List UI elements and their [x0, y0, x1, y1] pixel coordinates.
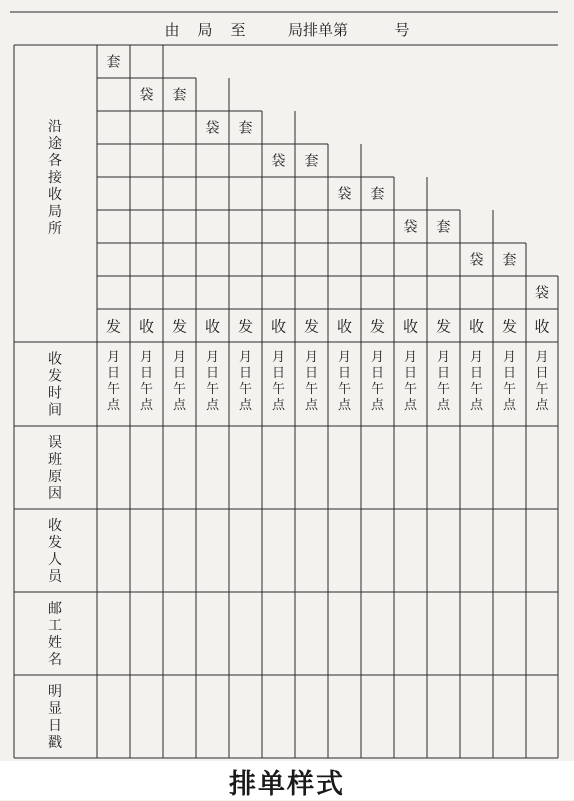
- time-unit: 午: [106, 382, 121, 397]
- label-handling-staff: [48, 517, 63, 585]
- time-unit: 午: [502, 382, 517, 397]
- receive-label: 收: [138, 317, 155, 336]
- time-unit: 日: [205, 366, 220, 381]
- header-number-suffix: 号: [394, 21, 410, 39]
- header-office-label: 局: [197, 21, 213, 39]
- label-char: 收: [48, 351, 62, 368]
- time-unit: 点: [205, 398, 220, 413]
- time-cell: [140, 350, 154, 413]
- receive-label: 收: [534, 317, 550, 336]
- label-char: 邮: [48, 601, 62, 617]
- bag-label: 袋: [271, 153, 286, 170]
- time-unit: 月: [304, 350, 319, 365]
- time-unit: 月: [370, 350, 385, 365]
- time-unit: 午: [403, 382, 418, 397]
- time-unit: 日: [304, 366, 319, 381]
- label-char: 沿: [48, 119, 62, 135]
- time-cell: [338, 350, 352, 413]
- label-char: 所: [48, 221, 62, 237]
- label-char: 各: [48, 153, 62, 169]
- label-char: 班: [48, 452, 62, 468]
- label-date-stamp: [48, 684, 62, 751]
- time-unit: 月: [436, 350, 451, 365]
- bag-label: 袋: [337, 186, 352, 203]
- label-char: 工: [48, 618, 62, 634]
- form-header: [164, 21, 409, 39]
- bag-label: 袋: [469, 252, 484, 269]
- label-char: 时: [48, 385, 62, 402]
- label-char: 接: [48, 170, 62, 186]
- time-unit: 午: [469, 382, 484, 397]
- time-cell: [470, 350, 484, 413]
- time-cell: [107, 350, 121, 413]
- dispatch-label: 发: [303, 317, 320, 336]
- label-send-receive-time: [48, 351, 62, 419]
- time-cell: [535, 350, 549, 413]
- dispatch-label: 发: [369, 317, 386, 336]
- set-label: 套: [106, 54, 121, 71]
- time-unit: 点: [403, 398, 418, 413]
- set-label: 套: [502, 252, 517, 269]
- time-unit: 点: [238, 398, 253, 413]
- set-label: 套: [370, 186, 385, 203]
- label-char: 间: [48, 402, 62, 419]
- header-to-label: 至: [230, 21, 246, 39]
- label-char: 显: [48, 701, 62, 717]
- time-unit: 日: [139, 366, 154, 381]
- set-label: 套: [304, 153, 319, 170]
- time-unit: 日: [238, 366, 253, 381]
- time-cell: [272, 350, 286, 413]
- time-unit: 日: [403, 366, 418, 381]
- time-cell: [206, 350, 220, 413]
- dispatch-label: 发: [105, 317, 122, 336]
- time-unit: 月: [337, 350, 352, 365]
- time-unit: 月: [238, 350, 253, 365]
- label-char: 人: [48, 552, 62, 568]
- time-unit: 月: [535, 350, 549, 365]
- time-unit: 午: [271, 382, 286, 397]
- label-char: 名: [48, 652, 62, 668]
- label-char: 姓: [48, 635, 62, 651]
- time-unit: 日: [535, 366, 549, 381]
- time-cell: [173, 350, 187, 413]
- time-unit: 月: [271, 350, 286, 365]
- label-char: 局: [48, 204, 62, 220]
- label-char: 发: [48, 535, 62, 551]
- label-char: 发: [48, 368, 62, 385]
- label-char: 明: [48, 684, 62, 700]
- time-unit: 午: [337, 382, 352, 397]
- set-label: 套: [436, 219, 451, 236]
- time-unit: 午: [370, 382, 385, 397]
- label-receiving-offices: [48, 119, 63, 237]
- time-unit: 午: [172, 382, 187, 397]
- dispatch-label: 发: [237, 317, 254, 336]
- dispatch-label: 发: [171, 317, 188, 336]
- dispatch-label: 发: [501, 317, 518, 336]
- form-caption: 排单样式: [229, 769, 345, 800]
- bag-label: 袋: [403, 219, 418, 236]
- time-unit: 午: [535, 382, 549, 397]
- time-cell: [437, 350, 451, 413]
- time-unit: 点: [139, 398, 154, 413]
- label-char: 收: [48, 187, 62, 203]
- label-char: 途: [48, 136, 62, 152]
- time-unit: 日: [337, 366, 352, 381]
- time-unit: 月: [172, 350, 187, 365]
- label-char: 因: [48, 486, 62, 502]
- time-unit: 点: [535, 398, 549, 413]
- time-unit: 月: [469, 350, 484, 365]
- time-unit: 日: [469, 366, 484, 381]
- receive-label: 收: [336, 317, 353, 336]
- time-unit: 午: [436, 382, 451, 397]
- label-char: 原: [48, 469, 62, 485]
- label-char: 日: [48, 718, 62, 734]
- time-unit: 月: [502, 350, 517, 365]
- time-unit: 日: [271, 366, 286, 381]
- time-unit: 月: [106, 350, 121, 365]
- time-unit: 点: [337, 398, 352, 413]
- receive-label: 收: [270, 317, 287, 336]
- time-unit: 日: [106, 366, 121, 381]
- time-unit: 点: [304, 398, 319, 413]
- label-char: 误: [48, 435, 62, 451]
- header-sheet-number-label: 局排单第: [287, 21, 349, 39]
- time-unit: 月: [205, 350, 220, 365]
- label-char: 员: [48, 569, 62, 585]
- receive-label: 收: [468, 317, 485, 336]
- header-from-label: 由: [164, 21, 180, 39]
- time-unit: 点: [436, 398, 451, 413]
- receive-label: 收: [402, 317, 419, 336]
- time-cell: [503, 350, 517, 413]
- label-char: 收: [48, 518, 62, 534]
- time-cell: [371, 350, 385, 413]
- time-cell: [239, 350, 253, 413]
- time-unit: 日: [370, 366, 385, 381]
- time-unit: 点: [502, 398, 517, 413]
- label-mail-worker-name: [48, 601, 62, 668]
- time-cell: [305, 350, 319, 413]
- label-delay-reason: [48, 435, 62, 502]
- time-unit: 点: [370, 398, 385, 413]
- set-label: 套: [172, 87, 187, 104]
- time-unit: 日: [436, 366, 451, 381]
- time-unit: 点: [469, 398, 484, 413]
- time-unit: 点: [271, 398, 286, 413]
- bag-label: 袋: [139, 87, 154, 104]
- time-unit: 月: [403, 350, 418, 365]
- time-unit: 点: [172, 398, 187, 413]
- time-unit: 点: [106, 398, 121, 413]
- label-char: 戳: [48, 735, 62, 751]
- time-unit: 午: [139, 382, 154, 397]
- set-label: 套: [238, 120, 253, 137]
- time-unit: 日: [172, 366, 187, 381]
- dispatch-label: 发: [435, 317, 452, 336]
- time-cell: [404, 350, 418, 413]
- time-unit: 午: [304, 382, 319, 397]
- time-unit: 午: [238, 382, 253, 397]
- time-unit: 午: [205, 382, 220, 397]
- bag-label: 袋: [535, 285, 549, 302]
- time-unit: 日: [502, 366, 517, 381]
- time-unit: 月: [139, 350, 154, 365]
- bag-label: 袋: [205, 120, 220, 137]
- receive-label: 收: [204, 317, 221, 336]
